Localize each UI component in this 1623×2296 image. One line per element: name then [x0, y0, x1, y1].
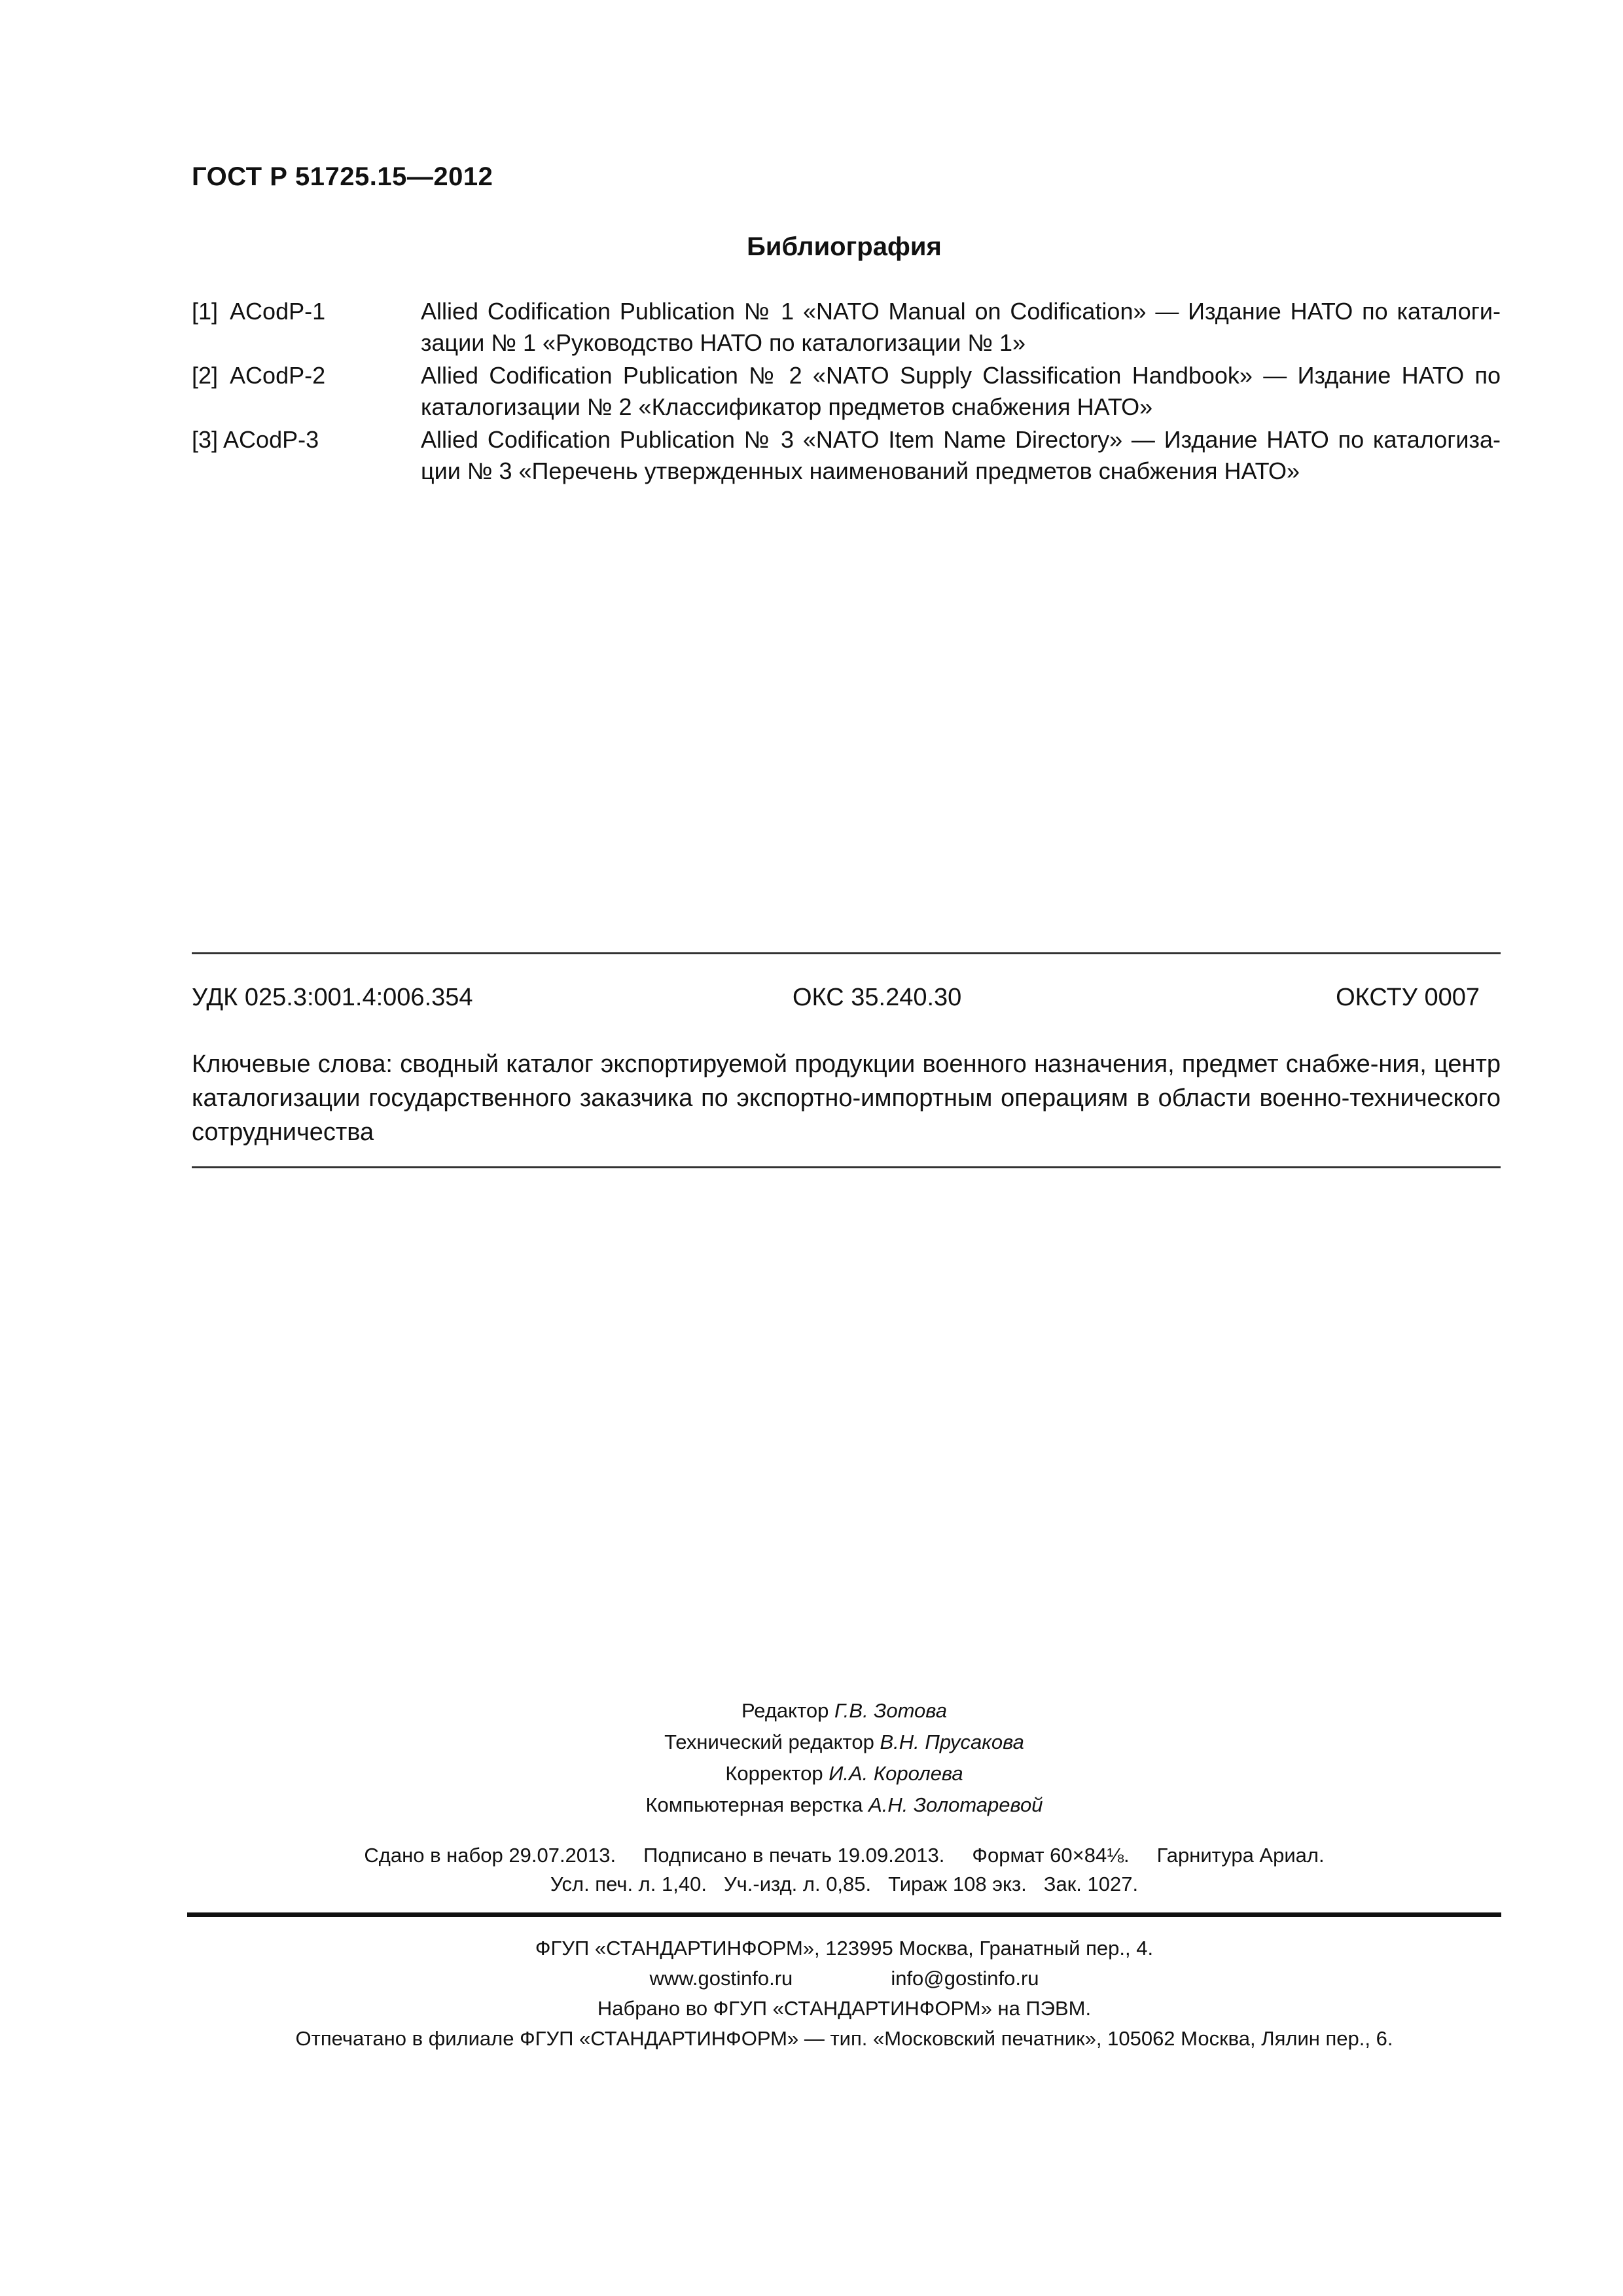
credit-editor	[0, 1695, 1623, 1727]
credit-tech-editor	[0, 1727, 1623, 1758]
credit-name: И.А. Королева	[829, 1762, 963, 1785]
typeface: Гарнитура Ариал.	[1156, 1844, 1325, 1867]
credit-role: Редактор	[741, 1699, 829, 1722]
publication-line-2	[0, 1870, 1623, 1899]
bibliography-entry	[192, 424, 1501, 487]
credit-name: Г.В. Зотова	[834, 1699, 948, 1722]
oks-code: ОКС 35.240.30	[793, 984, 962, 1011]
document-code: ГОСТ Р 51725.15—2012	[192, 162, 493, 191]
email-link[interactable]: info@gostinfo.ru	[891, 1967, 1039, 1990]
bibliography-entry-text: Allied Codification Publication № 2 «NATO Supply Classification Handbook» — Издание НАТО по каталогизации № 2 «Классификатор предметов снабжения НАТО»	[421, 362, 1501, 420]
credit-layout	[0, 1789, 1623, 1821]
bibliography-entry-number: [3] ACodP-3	[192, 426, 319, 453]
keywords-paragraph: Ключевые слова: сводный каталог экспортируемой продукции военного назначения, предмет снабже-ния, центр каталогизации государственного заказчика по экспортно-импортным операциям в области военно-технического сотрудничества	[192, 1050, 1501, 1146]
typeset-note: Набрано во ФГУП «СТАНДАРТИНФОРМ» на ПЭВМ.	[597, 1997, 1092, 2020]
submitted-date: Сдано в набор 29.07.2013.	[364, 1844, 616, 1867]
edition-sheets: Уч.-изд. л. 0,85.	[723, 1873, 872, 1895]
website-link[interactable]: www.gostinfo.ru	[649, 1967, 793, 1990]
signed-date: Подписано в печать 19.09.2013.	[643, 1844, 945, 1867]
printer-contacts	[0, 1964, 1623, 1994]
credit-name: А.Н. Золотаревой	[868, 1793, 1043, 1816]
udk-code: УДК 025.3:001.4:006.354	[192, 984, 473, 1011]
publication-info	[0, 1841, 1623, 1899]
bibliography-entry	[192, 360, 1501, 423]
bibliography-entry-text: Allied Codification Publication № 3 «NATO Item Name Directory» — Издание НАТО по каталогиза-ции № 3 «Перечень утвержденных наименований предметов снабжения НАТО»	[421, 426, 1501, 484]
printed-note: Отпечатано в филиале ФГУП «СТАНДАРТИНФОРМ» — тип. «Московский печатник», 105062 Москва, Лялин пер., 6.	[295, 2027, 1393, 2050]
divider-top	[192, 952, 1501, 954]
bibliography-list	[192, 296, 1501, 488]
credit-corrector	[0, 1758, 1623, 1789]
bibliography-entry-number: [1] ACodP-1	[192, 298, 326, 325]
okstu-code: ОКСТУ 0007	[1336, 984, 1480, 1011]
credit-role: Корректор	[725, 1762, 823, 1785]
circulation: Тираж 108 экз.	[888, 1873, 1027, 1895]
credit-name: В.Н. Прусакова	[880, 1731, 1024, 1753]
order-number: Зак. 1027.	[1043, 1873, 1139, 1895]
divider-bottom	[192, 1166, 1501, 1168]
printer-info	[0, 1933, 1623, 2054]
publication-line-1	[0, 1841, 1623, 1870]
credit-role: Технический редактор	[664, 1731, 874, 1753]
bibliography-entry-number: [2] ACodP-2	[192, 362, 326, 389]
printer-address: ФГУП «СТАНДАРТИНФОРМ», 123995 Москва, Гранатный пер., 4.	[535, 1937, 1154, 1960]
bibliography-entry-text: Allied Codification Publication № 1 «NATO Manual on Codification» — Издание НАТО по каталоги-зации № 1 «Руководство НАТО по каталогизации № 1»	[421, 298, 1501, 356]
print-sheets: Усл. печ. л. 1,40.	[550, 1873, 707, 1895]
bibliography-entry	[192, 296, 1501, 359]
paper-format: Формат 60×84⅛.	[972, 1844, 1130, 1867]
divider-thick	[187, 1912, 1501, 1917]
bibliography-title: Библиография	[747, 232, 942, 261]
credit-role: Компьютерная верстка	[645, 1793, 863, 1816]
credits-block	[0, 1695, 1623, 1821]
